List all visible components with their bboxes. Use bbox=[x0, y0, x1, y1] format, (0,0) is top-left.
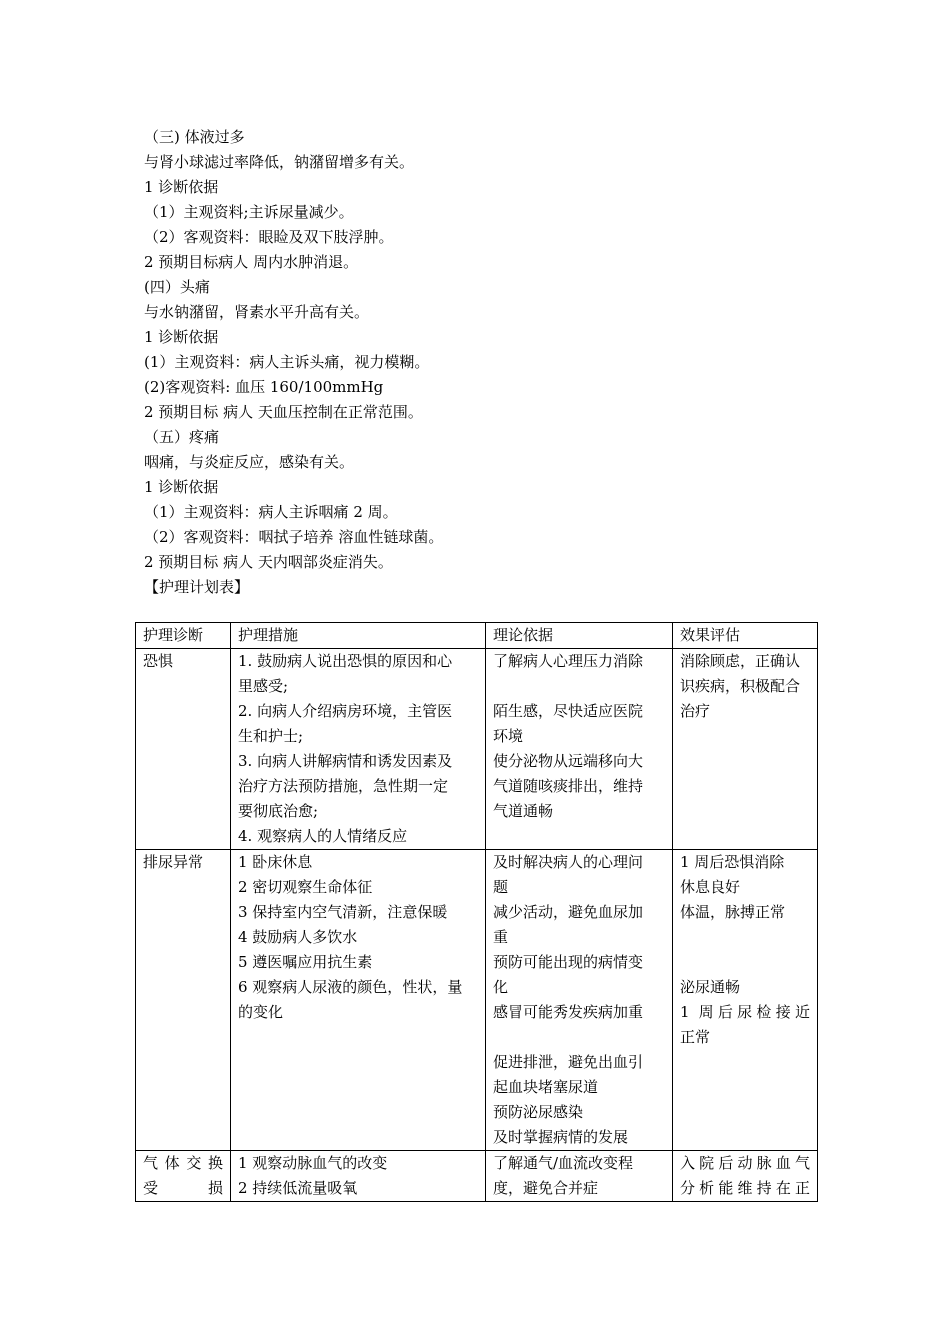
text-line: （2）客观资料：咽拭子培养 溶血性链球菌。 bbox=[144, 528, 444, 546]
cell-line: 重 bbox=[493, 928, 509, 946]
cell-line: 了解通气/血流改变程 bbox=[493, 1154, 634, 1172]
cell-line: 消除顾虑，正确认 bbox=[680, 652, 801, 670]
text-line: (四）头痛 bbox=[144, 278, 210, 296]
header-evaluation: 效果评估 bbox=[673, 623, 818, 649]
cell-line: 1 周后恐惧消除 bbox=[680, 853, 785, 871]
cell-line: 及时解决病人的心理问 bbox=[493, 853, 644, 871]
cell-line: 预防泌尿感染 bbox=[493, 1103, 584, 1121]
text-line: 咽痛，与炎症反应，感染有关。 bbox=[144, 453, 355, 471]
cell-line: 识疾病，积极配合 bbox=[680, 677, 801, 695]
text-line: 2 预期目标病人 周内水肿消退。 bbox=[144, 253, 359, 271]
cell-line: 及时掌握病情的发展 bbox=[493, 1128, 629, 1146]
table-header-row bbox=[136, 623, 818, 649]
cell-line: 入院后动脉血气 bbox=[680, 1154, 810, 1172]
text-line: 1 诊断依据 bbox=[144, 178, 219, 196]
cell-line: 要彻底治愈; bbox=[238, 802, 319, 820]
text-line: (1）主观资料：病人主诉头痛，视力模糊。 bbox=[144, 353, 430, 371]
cell-diagnosis bbox=[136, 1151, 231, 1202]
text-line: 【护理计划表】 bbox=[144, 578, 250, 596]
cell-basis bbox=[486, 649, 673, 850]
cell-line: 休息良好 bbox=[680, 878, 741, 896]
cell-line: 起血块堵塞尿道 bbox=[493, 1078, 599, 1096]
cell-line: 排尿异常 bbox=[143, 853, 204, 871]
cell-evaluation bbox=[673, 1151, 818, 1202]
cell-line: 感冒可能秀发疾病加重 bbox=[493, 1003, 644, 1021]
cell-basis bbox=[486, 850, 673, 1151]
cell-line: 化 bbox=[493, 978, 509, 996]
cell-line: 1. 鼓励病人说出恐惧的原因和心 bbox=[238, 652, 453, 670]
cell-line bbox=[680, 925, 810, 950]
cell-line: 治疗 bbox=[680, 702, 711, 720]
cell-line: 恐惧 bbox=[143, 652, 174, 670]
cell-line bbox=[680, 950, 810, 975]
cell-line: 气道随咳痰排出，维持 bbox=[493, 777, 644, 795]
cell-line: 正常 bbox=[680, 1028, 711, 1046]
cell-line: 4 鼓励病人多饮水 bbox=[238, 928, 358, 946]
text-line: （五）疼痛 bbox=[144, 428, 220, 446]
cell-line: 2 持续低流量吸氧 bbox=[238, 1179, 358, 1197]
cell-measures bbox=[231, 649, 486, 850]
text-line: 2 预期目标 病人 天血压控制在正常范围。 bbox=[144, 403, 423, 421]
text-line: （1）主观资料;主诉尿量减少。 bbox=[144, 203, 354, 221]
cell-diagnosis bbox=[136, 850, 231, 1151]
table-row bbox=[136, 850, 818, 1151]
cell-line: 里感受; bbox=[238, 677, 289, 695]
cell-line: 使分泌物从远端移向大 bbox=[493, 752, 644, 770]
cell-line: 环境 bbox=[493, 727, 524, 745]
cell-line: 度，避免合并症 bbox=[493, 1179, 599, 1197]
cell-line: 受损 bbox=[143, 1179, 223, 1197]
cell-evaluation bbox=[673, 850, 818, 1151]
cell-line: 3. 向病人讲解病情和诱发因素及 bbox=[238, 752, 453, 770]
text-line: 与肾小球滤过率降低，钠潴留增多有关。 bbox=[144, 153, 415, 171]
cell-diagnosis bbox=[136, 649, 231, 850]
header-diagnosis: 护理诊断 bbox=[136, 623, 231, 649]
text-line: (2)客观资料: 血压 160/100mmHg bbox=[144, 378, 384, 396]
text-line: 2 预期目标 病人 天内咽部炎症消失。 bbox=[144, 553, 393, 571]
cell-measures bbox=[231, 1151, 486, 1202]
cell-line: 分析能维持在正 bbox=[680, 1179, 810, 1197]
cell-line: 的变化 bbox=[238, 1003, 284, 1021]
cell-line: 了解病人心理压力消除 bbox=[493, 652, 644, 670]
cell-line: 泌尿通畅 bbox=[680, 978, 741, 996]
text-line: 1 诊断依据 bbox=[144, 328, 219, 346]
cell-line: 生和护士; bbox=[238, 727, 304, 745]
cell-line: 气道通畅 bbox=[493, 802, 554, 820]
cell-line: 2. 向病人介绍病房环境，主管医 bbox=[238, 702, 453, 720]
nursing-plan-table bbox=[135, 622, 818, 1202]
table-row bbox=[136, 1151, 818, 1202]
header-measures: 护理措施 bbox=[231, 623, 486, 649]
cell-line bbox=[493, 674, 665, 699]
cell-line: 2 密切观察生命体征 bbox=[238, 878, 373, 896]
text-line: （2）客观资料：眼睑及双下肢浮肿。 bbox=[144, 228, 394, 246]
cell-line: 1 卧床休息 bbox=[238, 853, 313, 871]
cell-line: 治疗方法预防措施，急性期一定 bbox=[238, 777, 449, 795]
cell-line: 气体交换 bbox=[143, 1154, 223, 1172]
cell-line: 3 保持室内空气清新，注意保暖 bbox=[238, 903, 448, 921]
header-basis: 理论依据 bbox=[486, 623, 673, 649]
cell-line: 题 bbox=[493, 878, 509, 896]
cell-line: 预防可能出现的病情变 bbox=[493, 953, 644, 971]
cell-line: 4. 观察病人的人情绪反应 bbox=[238, 827, 408, 845]
text-line: （三) 体液过多 bbox=[144, 128, 245, 146]
cell-line: 陌生感，尽快适应医院 bbox=[493, 702, 644, 720]
cell-line: 5 遵医嘱应用抗生素 bbox=[238, 953, 373, 971]
cell-line: 促进排泄，避免出血引 bbox=[493, 1053, 644, 1071]
cell-line: 1 周后尿检接近 bbox=[680, 1003, 810, 1021]
text-line: 1 诊断依据 bbox=[144, 478, 219, 496]
cell-measures bbox=[231, 850, 486, 1151]
cell-evaluation bbox=[673, 649, 818, 850]
cell-line: 1 观察动脉血气的改变 bbox=[238, 1154, 388, 1172]
cell-line: 体温，脉搏正常 bbox=[680, 903, 786, 921]
cell-line bbox=[493, 1025, 665, 1050]
cell-line: 减少活动，避免血尿加 bbox=[493, 903, 644, 921]
cell-line: 6 观察病人尿液的颜色，性状，量 bbox=[238, 978, 463, 996]
text-line: 与水钠潴留，肾素水平升高有关。 bbox=[144, 303, 370, 321]
text-line: （1）主观资料：病人主诉咽痛 2 周。 bbox=[144, 503, 398, 521]
cell-basis bbox=[486, 1151, 673, 1202]
table-row bbox=[136, 649, 818, 850]
